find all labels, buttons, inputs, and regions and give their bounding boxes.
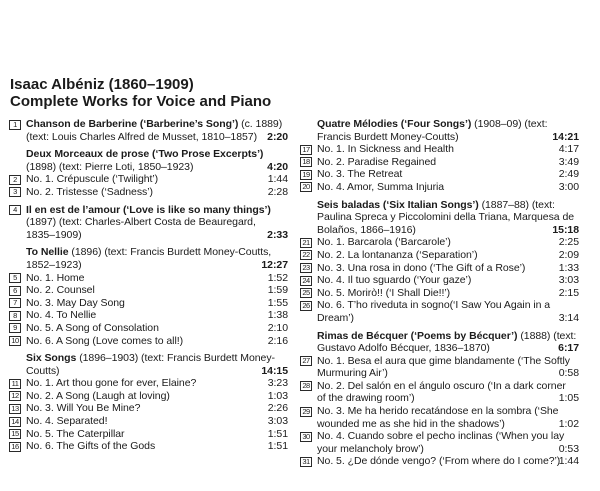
- track-number-box: 1: [9, 120, 21, 130]
- track-title: No. 1. In Sickness and Health: [317, 143, 454, 156]
- work-heading: [9, 204, 288, 242]
- track-number-box: 31: [300, 457, 312, 467]
- tracklist-column-left: [9, 118, 288, 453]
- track-duration: 1:51: [267, 440, 288, 453]
- track-row: [9, 377, 288, 390]
- track-title: No. 6. The Gifts of the Gods: [26, 440, 156, 453]
- track-row: [300, 168, 579, 181]
- work-heading: [300, 199, 579, 237]
- track-number-box: 18: [300, 157, 312, 167]
- track-duration: 1:03: [267, 389, 288, 402]
- track-row: [300, 181, 579, 194]
- track-row: [9, 173, 288, 186]
- track-title: No. 3. Me ha herido recatándose en la sombra (‘She wounded me as she hid in the shadows’): [317, 405, 559, 430]
- work-block: [300, 199, 579, 325]
- track-title: No. 2. Del salón en el ángulo oscuro (‘In a dark corner of the drawing room’): [317, 379, 566, 405]
- track-duration: 2:09: [558, 248, 579, 261]
- track-duration: 2:26: [267, 402, 288, 415]
- track-row: [300, 249, 579, 262]
- track-row: [300, 236, 579, 249]
- track-row: [9, 186, 288, 199]
- track-duration: 1:51: [267, 427, 288, 440]
- work-duration: 15:18: [552, 223, 579, 236]
- track-row: [300, 355, 579, 380]
- track-title: No. 4. Il tuo sguardo (‘Your gaze’): [317, 274, 472, 287]
- track-number-box: 9: [9, 323, 21, 333]
- work-title-line: [26, 246, 288, 271]
- track-title: No. 1. Crépuscule (‘Twilight’): [26, 173, 159, 186]
- work-duration: 2:20: [267, 130, 288, 143]
- track-title: No. 2. A Song (Laugh at loving): [26, 389, 170, 402]
- track-row: [300, 287, 579, 300]
- work-details: (1897) (text: Charles-Albert Costa de Beauregard, 1835–1909): [26, 216, 256, 241]
- track-number-box: 2: [9, 175, 21, 185]
- track-duration: 3:03: [267, 415, 288, 428]
- work-title: Quatre Mélodies (‘Four Songs’): [317, 118, 472, 130]
- track-duration: 1:38: [267, 309, 288, 322]
- work-title-line: [317, 118, 579, 143]
- track-number-box: 5: [9, 273, 21, 283]
- album-title: Complete Works for Voice and Piano: [10, 93, 272, 110]
- track-duration: 2:25: [558, 236, 579, 249]
- work-duration: 14:21: [552, 130, 579, 143]
- track-title: No. 4. Cuando sobre el pecho inclinas (‘When you lay your melancholy brow’): [317, 430, 565, 455]
- work-title: Deux Morceaux de prose (‘Two Prose Excerpts’): [26, 148, 264, 161]
- track-duration: 0:53: [558, 442, 579, 455]
- composer-name: Isaac Albéniz (1860–1909): [10, 76, 194, 93]
- track-row: [9, 284, 288, 297]
- work-block: [9, 148, 288, 198]
- work-details: (1887–88) (text: Paulina Spreca y Piccolomini della Triana, Marquesa de Bolaños, 1866–1916): [317, 198, 575, 236]
- track-row: [300, 143, 579, 156]
- track-number-box: 29: [300, 407, 312, 417]
- track-row: [9, 390, 288, 403]
- track-title: No. 1. Home: [26, 271, 85, 284]
- track-title: No. 2. Tristesse (‘Sadness’): [26, 185, 153, 198]
- track-row: [9, 272, 288, 285]
- track-number-box: 10: [9, 336, 21, 346]
- work-heading: [300, 118, 579, 143]
- track-row: [300, 262, 579, 275]
- track-row: [9, 428, 288, 441]
- work-title: Il en est de l’amour (‘Love is like so many things’): [26, 203, 271, 216]
- track-number-box: 3: [9, 187, 21, 197]
- track-number-box: 16: [9, 442, 21, 452]
- work-block: [9, 204, 288, 242]
- track-number-box: 20: [300, 182, 312, 192]
- track-number-box: 11: [9, 379, 21, 389]
- track-duration: 1:05: [558, 392, 579, 405]
- work-title-line: [26, 352, 288, 377]
- track-duration: 2:10: [267, 321, 288, 334]
- work-duration: 12:27: [261, 258, 288, 271]
- track-duration: 1:44: [558, 455, 579, 468]
- work-title: To Nellie: [26, 246, 69, 259]
- track-title: No. 5. Morirò!! (‘I Shall Die!!’): [317, 286, 451, 299]
- work-duration: 14:15: [261, 364, 288, 377]
- track-number-box: 21: [300, 238, 312, 248]
- track-number-box: 15: [9, 429, 21, 439]
- track-number-box: 14: [9, 417, 21, 427]
- work-title-line: [26, 204, 288, 242]
- work-heading: [9, 246, 288, 271]
- work-details: (1896–1903) (text: Francis Burdett Money-Coutts): [26, 352, 275, 377]
- track-row: [9, 309, 288, 322]
- track-duration: 4:17: [558, 143, 579, 156]
- track-row: [9, 297, 288, 310]
- track-row: [9, 415, 288, 428]
- track-number-box: 26: [300, 301, 312, 311]
- work-details: (1896) (text: Francis Burdett Money-Coutts, 1852–1923): [26, 246, 272, 271]
- track-duration: 0:58: [558, 367, 579, 380]
- track-title: No. 4. Separated!: [26, 415, 108, 428]
- track-duration: 3:49: [558, 155, 579, 168]
- track-title: No. 2. La lontananza (‘Separation’): [317, 248, 478, 261]
- track-duration: 1:52: [267, 271, 288, 284]
- track-row: [300, 299, 579, 324]
- work-title: Seis baladas (‘Six Italian Songs’): [317, 198, 479, 211]
- track-row: [9, 335, 288, 348]
- track-title: No. 6. T’ho riveduta in sogno(‘I Saw You Again in a Dream’): [317, 299, 551, 324]
- track-duration: 1:02: [558, 417, 579, 430]
- track-title: No. 4. Amor, Summa Injuria: [317, 180, 445, 193]
- work-heading: [300, 330, 579, 355]
- work-heading: [9, 118, 288, 143]
- work-details: (1898) (text: Pierre Loti, 1850–1923): [26, 160, 194, 173]
- track-number-box: 27: [300, 356, 312, 366]
- track-number-box: 13: [9, 404, 21, 414]
- work-details: (1888) (text: Gustavo Adolfo Bécquer, 1836–1870): [317, 329, 577, 355]
- work-title-line: [317, 330, 579, 355]
- track-number-box: 28: [300, 381, 312, 391]
- track-number-box: 22: [300, 250, 312, 260]
- work-block: [9, 118, 288, 143]
- track-title: No. 4. To Nellie: [26, 309, 97, 322]
- work-heading: [9, 352, 288, 377]
- track-duration: 1:44: [267, 173, 288, 186]
- work-title: Six Songs: [26, 352, 77, 365]
- track-number-box: 25: [300, 288, 312, 298]
- track-title: No. 3. May Day Song: [26, 296, 125, 309]
- track-duration: 2:16: [267, 334, 288, 347]
- track-duration: 1:55: [267, 296, 288, 309]
- work-duration: 2:33: [267, 228, 288, 241]
- track-row: [300, 156, 579, 169]
- track-row: [9, 322, 288, 335]
- track-number-box: 6: [9, 286, 21, 296]
- track-title: No. 5. The Caterpillar: [26, 427, 125, 440]
- work-block: [300, 118, 579, 194]
- track-row: [300, 430, 579, 455]
- track-title: No. 5. A Song of Consolation: [26, 321, 159, 334]
- track-title: No. 6. A Song (Love comes to all!): [26, 334, 184, 347]
- work-title-line: [26, 148, 288, 173]
- track-title: No. 3. The Retreat: [317, 168, 403, 181]
- work-title-line: [317, 199, 579, 237]
- track-title: No. 1. Besa el aura que gime blandamente (‘The Softly Murmuring Air’): [317, 354, 570, 380]
- work-block: [300, 330, 579, 469]
- track-row: [300, 380, 579, 405]
- track-title: No. 2. Counsel: [26, 284, 95, 297]
- work-title-line: [26, 118, 288, 143]
- track-title: No. 3. Will You Be Mine?: [26, 402, 141, 415]
- track-title: No. 5. ¿De dónde vengo? (‘From where do I come?’): [317, 455, 561, 468]
- track-duration: 2:28: [267, 185, 288, 198]
- work-title: Rimas de Bécquer (‘Poems by Bécquer’): [317, 329, 518, 342]
- track-number-box: 17: [300, 145, 312, 155]
- track-duration: 3:14: [558, 311, 579, 324]
- work-details: (1908–09) (text: Francis Burdett Money-Coutts): [317, 118, 548, 143]
- work-block: [9, 352, 288, 453]
- track-row: [300, 405, 579, 430]
- work-block: [9, 246, 288, 347]
- page-header: [10, 76, 271, 110]
- track-duration: 1:33: [558, 261, 579, 274]
- track-duration: 1:59: [267, 284, 288, 297]
- track-title: No. 2. Paradise Regained: [317, 155, 437, 168]
- work-duration: 4:20: [267, 160, 288, 173]
- tracklist-column-right: [300, 118, 579, 468]
- track-duration: 2:49: [558, 168, 579, 181]
- track-number-box: 12: [9, 391, 21, 401]
- track-title: No. 1. Barcarola (‘Barcarole’): [317, 236, 451, 249]
- track-row: [9, 402, 288, 415]
- track-title: No. 1. Art thou gone for ever, Elaine?: [26, 377, 197, 390]
- track-row: [300, 455, 579, 468]
- track-number-box: 19: [300, 170, 312, 180]
- track-number-box: 8: [9, 311, 21, 321]
- track-duration: 2:15: [558, 286, 579, 299]
- track-row: [300, 274, 579, 287]
- track-number-box: 4: [9, 205, 21, 215]
- track-duration: 3:23: [267, 377, 288, 390]
- work-title: Chanson de Barberine (‘Barberine’s Song’): [26, 118, 239, 130]
- track-number-box: 23: [300, 263, 312, 273]
- work-duration: 6:17: [558, 342, 579, 355]
- work-details: (c. 1889) (text: Louis Charles Alfred de Musset, 1810–1857): [26, 118, 283, 143]
- track-number-box: 24: [300, 276, 312, 286]
- track-duration: 3:03: [558, 274, 579, 287]
- work-heading: [9, 148, 288, 173]
- track-duration: 3:00: [558, 180, 579, 193]
- track-row: [9, 440, 288, 453]
- track-number-box: 7: [9, 298, 21, 308]
- track-number-box: 30: [300, 432, 312, 442]
- track-title: No. 3. Una rosa in dono (‘The Gift of a Rose’): [317, 261, 526, 274]
